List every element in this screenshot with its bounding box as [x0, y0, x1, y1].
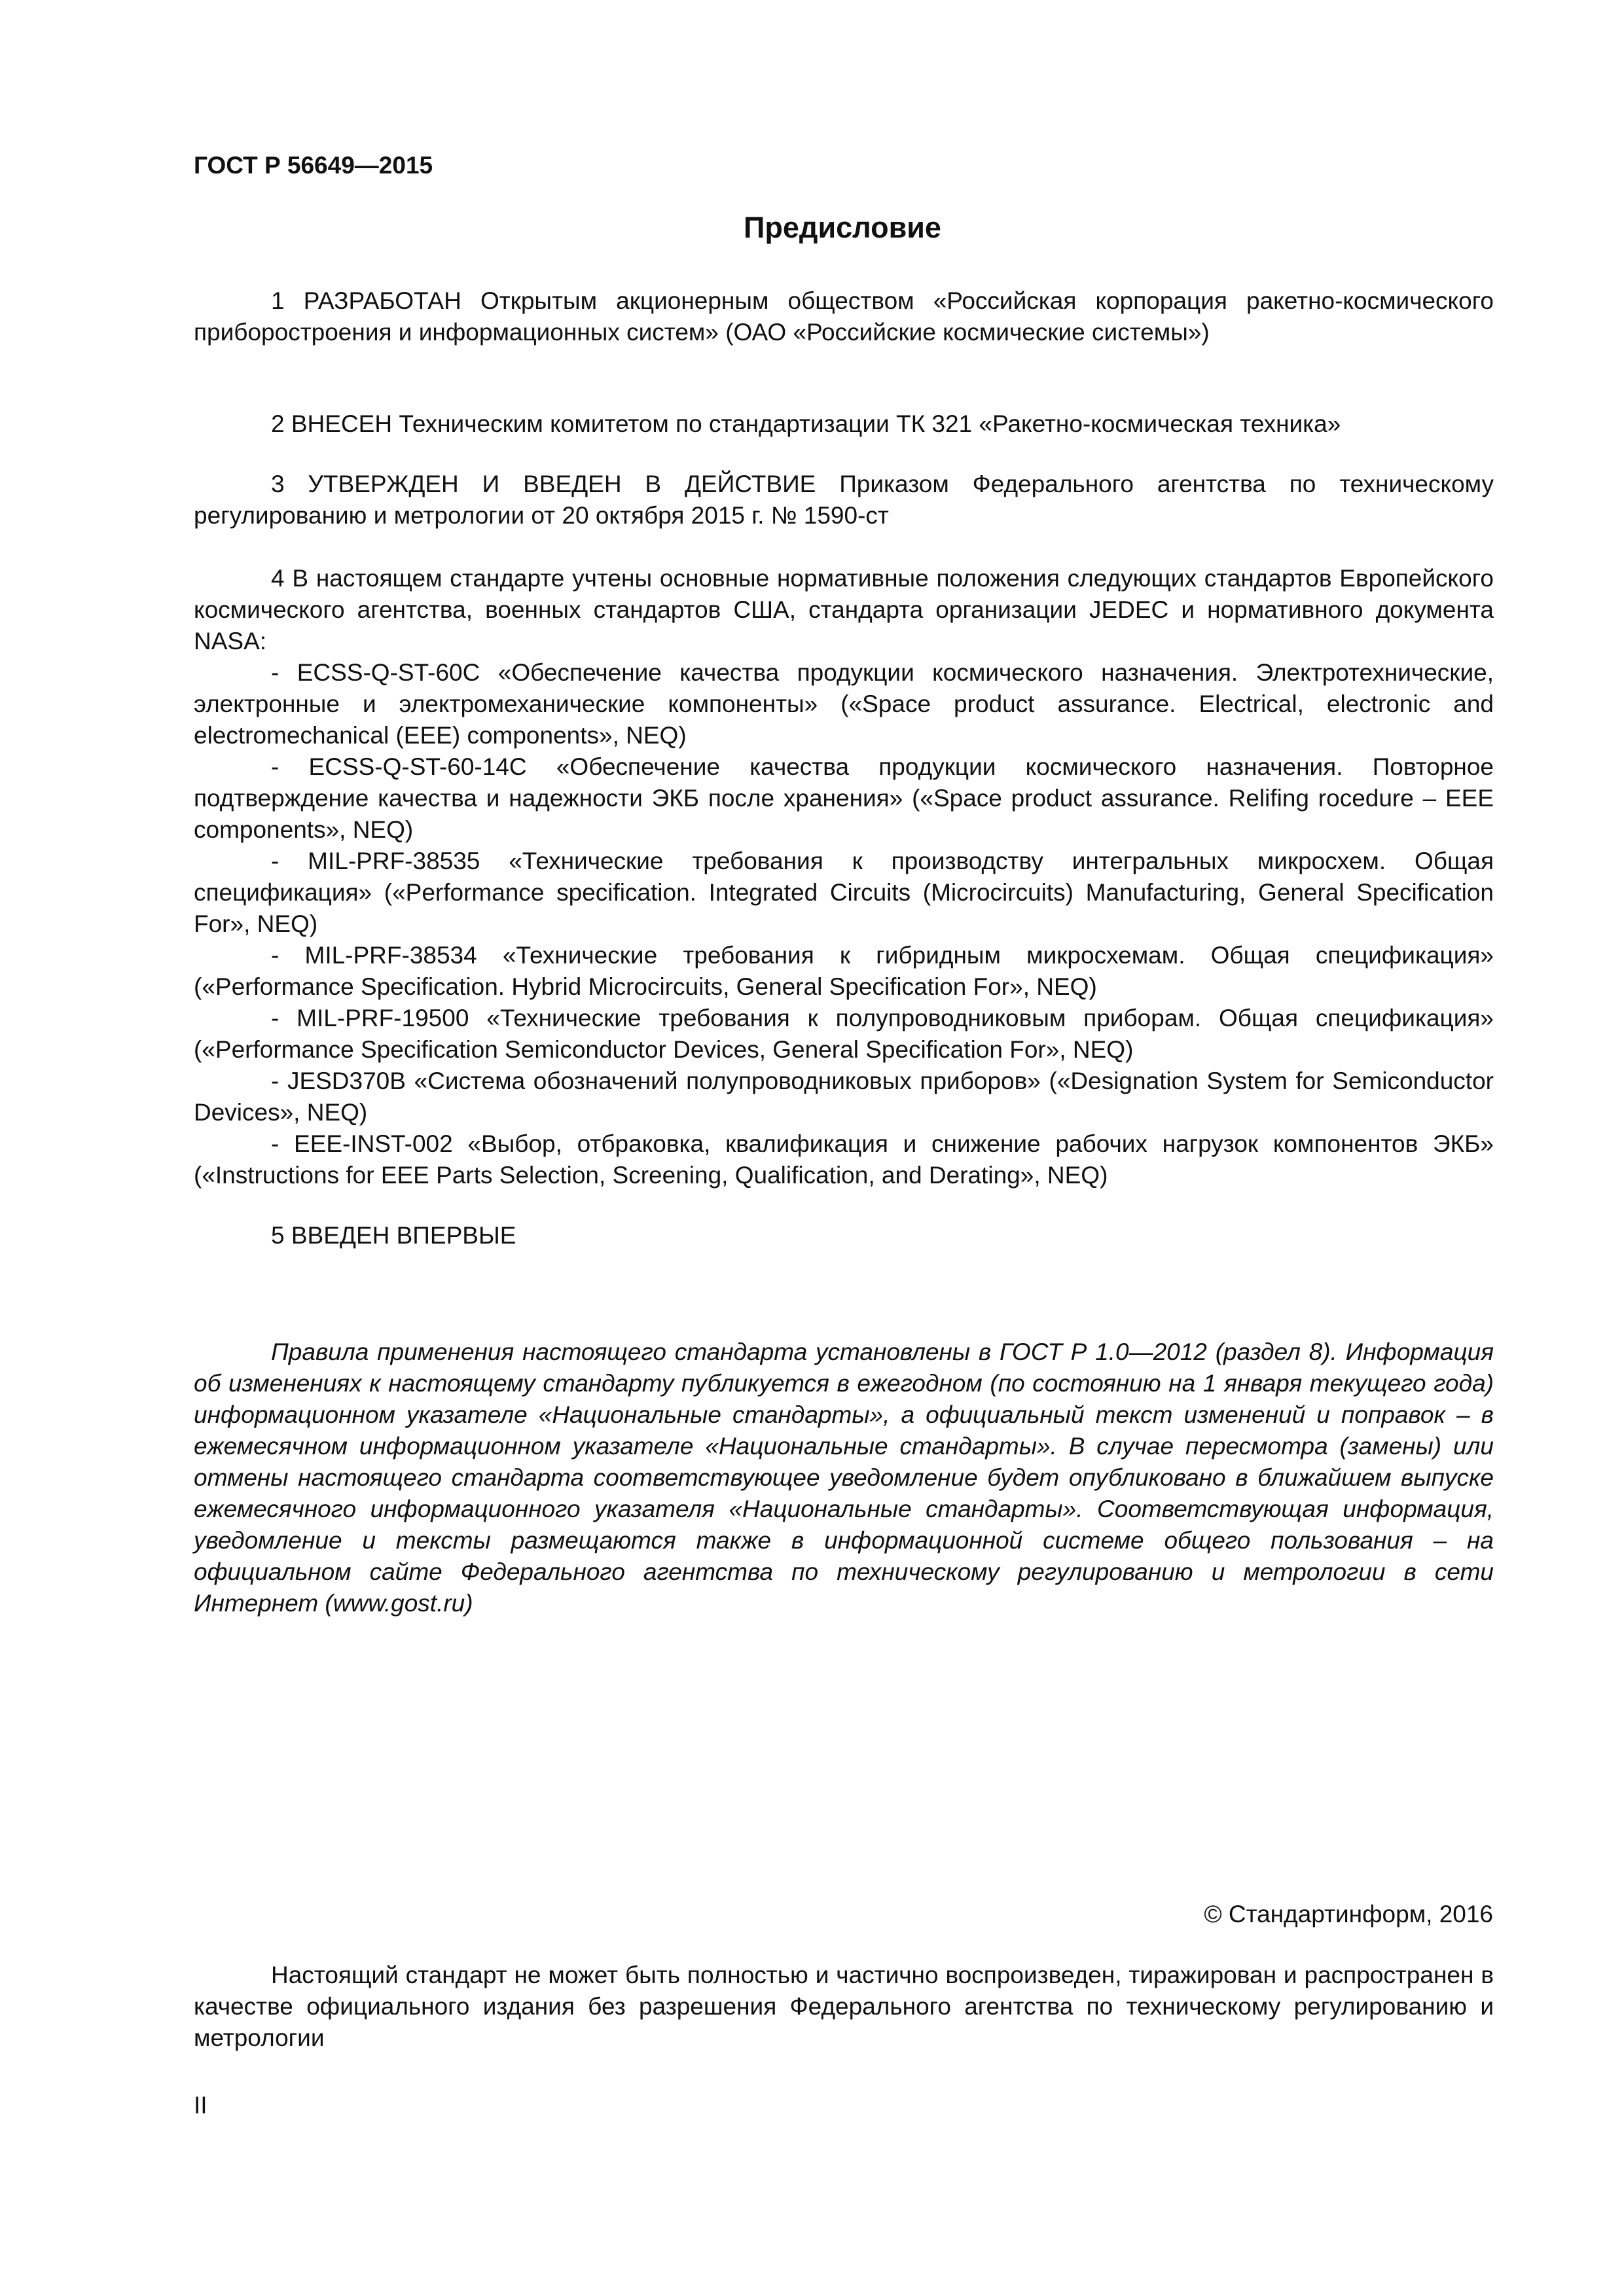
page-title: Предисловие — [744, 211, 941, 244]
standard-ecss-q-st-60-14c: - ECSS-Q-ST-60-14C «Обеспечение качества продукции космического назначения. Повторное подтверждение качества и надежности ЭКБ после хранения» («Space product assurance. Relifing rocedure – EEE components», NEQ) — [194, 753, 1494, 843]
item-5-text: 5 ВВЕДЕН ВПЕРВЫЕ — [271, 1222, 516, 1249]
item-3-text: 3 УТВЕРЖДЕН И ВВЕДЕН В ДЕЙСТВИЕ Приказом Федерального агентства по техническому регулированию и метрологии от 20 октября 2015 г. № 1590-ст — [194, 471, 1494, 529]
standard-mil-prf-19500: - MIL-PRF-19500 «Технические требования к полупроводниковым приборам. Общая спецификация» («Performance Specification Semiconductor Devices, General Specification For», NEQ) — [194, 1005, 1494, 1063]
item-4 — [194, 563, 1494, 1191]
standard-jesd370b: - JESD370B «Система обозначений полупроводниковых приборов» («Designation System for Semiconductor Devices», NEQ) — [194, 1067, 1494, 1126]
item-1-text: 1 РАЗРАБОТАН Открытым акционерным обществом «Российская корпорация ракетно-космического приборостроения и информационных систем» (ОАО «Российские космические системы») — [194, 287, 1494, 346]
item-2 — [194, 408, 1494, 440]
item-4-text: 4 В настоящем стандарте учтены основные нормативные положения следующих стандартов Европейского космического агентства, военных стандартов США, стандарта организации JEDEC и нормативного документа NASA: — [194, 565, 1494, 655]
document-header: ГОСТ Р 56649—2015 — [194, 152, 433, 179]
standard-eee-inst-002: - EEE-INST-002 «Выбор, отбраковка, квалификация и снижение рабочих нагрузок компонентов ЭКБ» («Instructions for EEE Parts Selection, Screening, Qualification, and Derating», NEQ) — [194, 1130, 1494, 1189]
item-1 — [194, 285, 1494, 348]
reproduction-notice: Настоящий стандарт не может быть полностью и частично воспроизведен, тиражирован и распространен в качестве официального издания без разрешения Федерального агентства по техническому регулированию и метрологии — [194, 1962, 1494, 2051]
standard-ecss-q-st-60c: - ECSS-Q-ST-60C «Обеспечение качества продукции космического назначения. Электротехнические, электронные и электромеханические компоненты» («Space product assurance. Electrical, electronic and electromechanical (EEE) components», NEQ) — [194, 659, 1494, 749]
standard-mil-prf-38534: - MIL-PRF-38534 «Технические требования к гибридным микросхемам. Общая спецификация» («Performance Specification. Hybrid Microcircuits, General Specification For», NEQ) — [194, 942, 1494, 1000]
item-3 — [194, 469, 1494, 531]
copyright: © Стандартинформ, 2016 — [1204, 1901, 1493, 1928]
page-number: II — [194, 2092, 208, 2119]
standard-mil-prf-38535: - MIL-PRF-38535 «Технические требования к производству интегральных микросхем. Общая спецификация» («Performance specification. Integrated Circuits (Microcircuits) Manufacturing, General Specification For», NEQ) — [194, 848, 1494, 937]
item-5 — [194, 1220, 1494, 1251]
item-2-text: 2 ВНЕСЕН Техническим комитетом по стандартизации ТК 321 «Ракетно-космическая техника» — [271, 410, 1341, 437]
rules-of-application: Правила применения настоящего стандарта установлены в ГОСТ Р 1.0—2012 (раздел 8). Информация об изменениях к настоящему стандарту публикуется в ежегодном (по состоянию на 1 января текущего года) информационном указателе «Национальные стандарты», а официальный текст изменений и поправок – в ежемесячном информационном указателе «Национальные стандарты». В случае пересмотра (замены) или отмены настоящего стандарта соответствующее уведомление будет опубликовано в ближайшем выпуске ежемесячного информационного указателя «Национальные стандарты». Соответствующая информация, уведомление и тексты размещаются также в информационной системе общего пользования – на официальном сайте Федерального агентства по техническому регулированию и метрологии в сети Интернет (www.gost.ru) — [194, 1338, 1494, 1617]
